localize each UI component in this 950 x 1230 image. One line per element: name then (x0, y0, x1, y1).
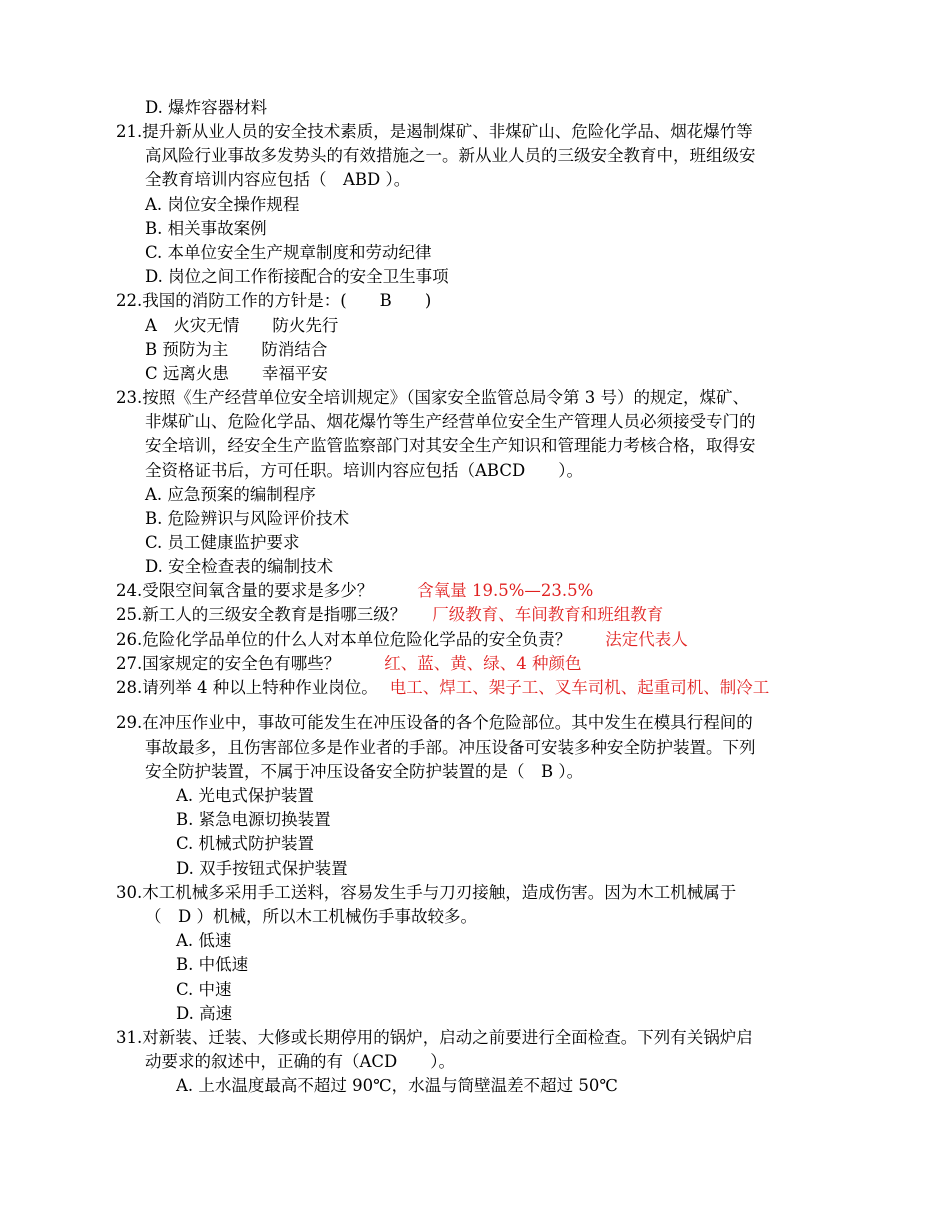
question-number: 21. (116, 122, 143, 141)
answer-text: 电工、焊工、架子工、叉车司机、起重司机、制冷工 (389, 678, 770, 697)
answer-text: 厂级教育、车间教育和班组教育 (432, 605, 664, 624)
question-text-line: 事故最多，且伤害部位多是作业者的手部。冲压设备可安装多种安全防护装置。下列 (145, 738, 756, 757)
question-number: 28. (116, 678, 143, 697)
question-number: 24. (116, 581, 143, 600)
question-text-line: 动要求的叙述中，正确的有（ACD ）。 (145, 1052, 456, 1071)
question-31: 31.对新装、迁装、大修或长期停用的锅炉，启动之前要进行全面检查。下列有关锅炉启 (116, 1028, 753, 1047)
question-text-line: 非煤矿山、危险化学品、烟花爆竹等生产经营单位安全生产管理人员必须接受专门的 (145, 412, 756, 431)
option-line: B. 紧急电源切换装置 (176, 810, 331, 829)
question-30: 30.木工机械多采用手工送料，容易发生手与刀刃接触，造成伤害。因为木工机械属于 (116, 883, 737, 902)
option-line: B. 中低速 (176, 955, 249, 974)
question-text-line: 安全培训，经安全生产监管监察部门对其安全生产知识和管理能力考核合格，取得安 (145, 436, 756, 455)
answer-text: 法定代表人 (605, 630, 688, 649)
question-29: 29.在冲压作业中，事故可能发生在冲压设备的各个危险部位。其中发生在模具行程间的 (116, 713, 753, 732)
option-line: A. 上水温度最高不超过 90℃，水温与筒壁温差不超过 50℃ (176, 1076, 618, 1095)
question-text-line: 全资格证书后，方可任职。培训内容应包括（ABCD ）。 (145, 461, 583, 480)
question-28: 28.请列举 4 种以上特种作业岗位。 电工、焊工、架子工、叉车司机、起重司机、制冷工 (116, 678, 770, 697)
option-line: D. 爆炸容器材料 (145, 98, 268, 117)
option-line: D. 岗位之间工作衔接配合的安全卫生事项 (145, 267, 449, 286)
answer-text: 含氧量 19.5%—23.5% (417, 581, 594, 600)
question-23: 23.按照《生产经营单位安全培训规定》（国家安全监管总局令第 3 号）的规定，煤矿、 (116, 388, 749, 407)
option-line: D. 高速 (176, 1004, 233, 1023)
option-line: B. 相关事故案例 (145, 219, 267, 238)
question-number: 29. (116, 713, 143, 732)
question-text-line: （ D ）机械，所以木工机械伤手事故较多。 (145, 907, 477, 926)
question-26: 26.危险化学品单位的什么人对本单位危险化学品的安全负责？ 法定代表人 (116, 630, 688, 649)
option-line: D. 安全检查表的编制技术 (145, 557, 334, 576)
option-line: A. 低速 (176, 931, 232, 950)
question-22: 22.我国的消防工作的方针是：( B ) (116, 291, 432, 310)
question-24: 24.受限空间氧含量的要求是多少？ 含氧量 19.5%—23.5% (116, 581, 594, 600)
question-21: 21.提升新从业人员的安全技术素质，是遏制煤矿、非煤矿山、危险化学品、烟花爆竹等 (116, 122, 753, 141)
question-number: 30. (116, 883, 143, 902)
option-line: A 火灾无情 防火先行 (145, 316, 339, 335)
answer-text: 红、蓝、黄、绿、4 种颜色 (384, 654, 582, 673)
option-line: A. 岗位安全操作规程 (145, 195, 300, 214)
option-line: A. 应急预案的编制程序 (145, 485, 316, 504)
question-number: 22. (116, 291, 143, 310)
option-line: C. 员工健康监护要求 (145, 533, 300, 552)
option-line: C. 机械式防护装置 (176, 834, 315, 853)
option-line: B. 危险辨识与风险评价技术 (145, 509, 350, 528)
question-25: 25.新工人的三级安全教育是指哪三级？ 厂级教育、车间教育和班组教育 (116, 605, 664, 624)
option-line: C 远离火患 幸福平安 (145, 364, 328, 383)
question-text-line: 安全防护装置，不属于冲压设备安全防护装置的是（ B ）。 (145, 762, 584, 781)
question-number: 31. (116, 1028, 143, 1047)
option-line: B 预防为主 防消结合 (145, 340, 328, 359)
question-number: 27. (116, 654, 143, 673)
question-text-line: 全教育培训内容应包括（ ABD ）。 (145, 170, 411, 189)
question-number: 26. (116, 630, 143, 649)
option-line: D. 双手按钮式保护装置 (176, 859, 348, 878)
option-line: C. 本单位安全生产规章制度和劳动纪律 (145, 243, 432, 262)
question-27: 27.国家规定的安全色有哪些？ 红、蓝、黄、绿、4 种颜色 (116, 654, 582, 673)
question-text-line: 高风险行业事故多发势头的有效措施之一。新从业人员的三级安全教育中，班组级安 (145, 146, 756, 165)
option-line: A. 光电式保护装置 (176, 786, 314, 805)
question-number: 23. (116, 388, 143, 407)
option-line: C. 中速 (176, 980, 232, 999)
question-number: 25. (116, 605, 143, 624)
